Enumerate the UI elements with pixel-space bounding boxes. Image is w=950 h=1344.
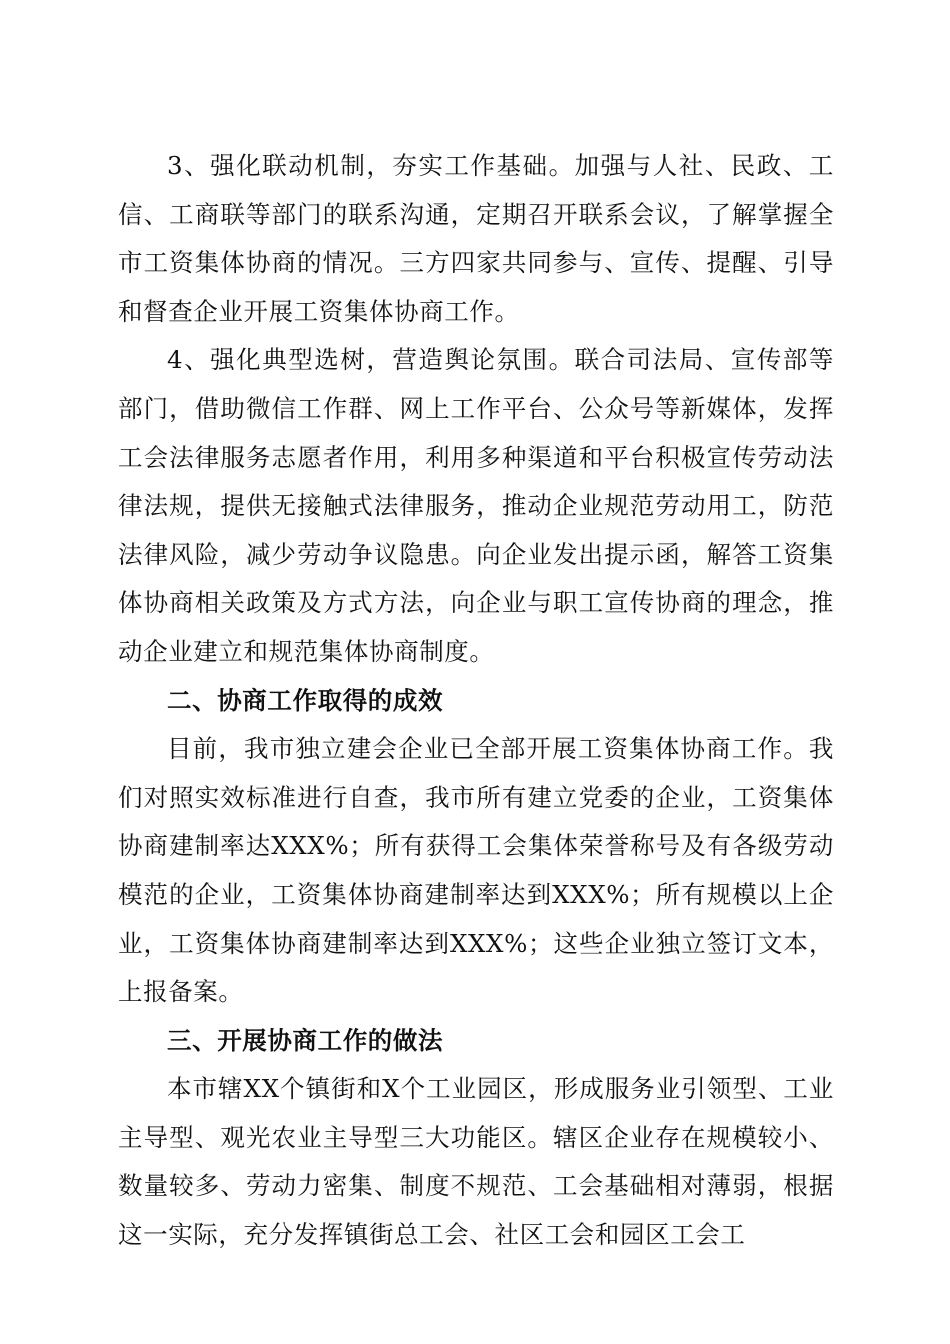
paragraph-linkage-mechanism: 3、强化联动机制，夯实工作基础。加强与人社、民政、工信、工商联等部门的联系沟通，定期召开联系会议，了解掌握全市工资集体协商的情况。三方四家共同参与、宣传、提醒、引导和督查企业开展工资集体协商工作。 (118, 151, 834, 326)
section-heading-results: 二、协商工作取得的成效 (167, 685, 444, 715)
document-body (118, 142, 834, 1260)
paragraph-practices: 本市辖XX个镇街和X个工业园区，形成服务业引领型、工业主导型、观光农业主导型三大功能区。辖区企业存在规模较小、数量较多、劳动力密集、制度不规范、工会基础相对薄弱，根据这一实际，充分发挥镇街总工会、社区工会和园区工会工 (118, 1074, 834, 1250)
paragraph-typical-examples: 4、强化典型选树，营造舆论氛围。联合司法局、宣传部等部门，借助微信工作群、网上工作平台、公众号等新媒体，发挥工会法律服务志愿者作用，利用多种渠道和平台积极宣传劳动法律法规，提供无接触式法律服务，推动企业规范劳动用工，防范法律风险，减少劳动争议隐患。向企业发出提示函，解答工资集体协商相关政策及方式方法，向企业与职工宣传协商的理念，推动企业建立和规范集体协商制度。 (118, 345, 834, 666)
paragraph-results: 目前，我市独立建会企业已全部开展工资集体协商工作。我们对照实效标准进行自查，我市所有建立党委的企业，工资集体协商建制率达XXX%；所有获得工会集体荣誉称号及有各级劳动模范的企业，工资集体协商建制率达到XXX%；所有规模以上企业，工资集体协商建制率达到XXX%；这些企业独立签订文本，上报备案。 (118, 734, 834, 1007)
section-heading-practices: 三、开展协商工作的做法 (167, 1025, 444, 1055)
